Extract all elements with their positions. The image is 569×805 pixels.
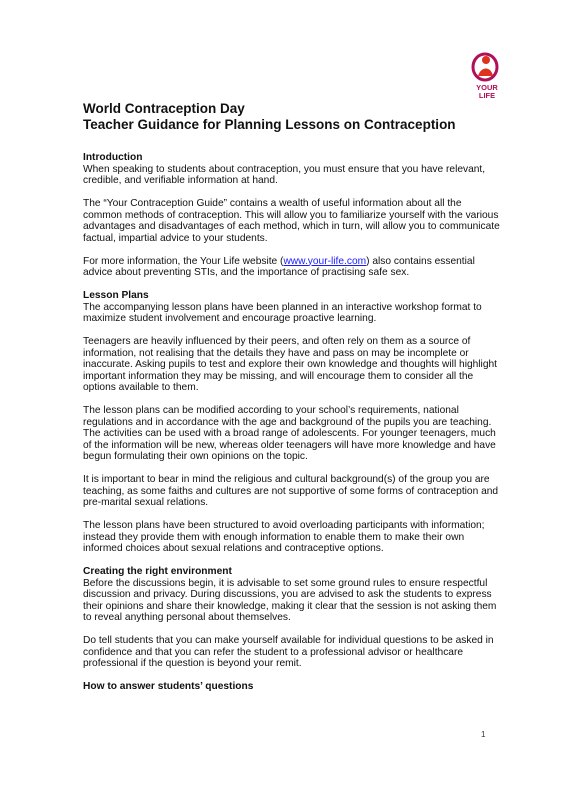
paragraph: Do tell students that you can make yourself available for individual questions to be asked in confidence and that you can refer the student to a professional advisor or healthcare professional if the question is beyond your remit. bbox=[83, 635, 494, 669]
your-life-logo-icon bbox=[465, 50, 505, 84]
title-line-1: World Contraception Day bbox=[83, 101, 245, 116]
section-heading-introduction: Introduction bbox=[83, 152, 143, 163]
section-heading-answering-questions: How to answer students’ questions bbox=[83, 681, 254, 692]
logo-wordmark: YOUR LIFE bbox=[476, 83, 498, 100]
paragraph: The accompanying lesson plans have been planned in an interactive workshop format to maximize student involvement and encourage proactive learning. bbox=[83, 301, 482, 324]
page-number: 1 bbox=[481, 730, 486, 739]
title-line-2: Teacher Guidance for Planning Lessons on Contraception bbox=[83, 117, 456, 132]
paragraph: It is important to bear in mind the religious and cultural background(s) of the group you are teaching, as some faiths and cultures are not supportive of some forms of contraception and pre-marital sexual relations. bbox=[83, 474, 499, 508]
your-life-website-link[interactable]: www.your-life.com bbox=[283, 255, 367, 267]
section-heading-lesson-plans: Lesson Plans bbox=[83, 290, 149, 301]
paragraph: The lesson plans can be modified according to your school’s requirements, national regulations and in accordance with the age and background of the pupils you are teaching. The activities can be used with a broad range of adolescents. For younger teenagers, much of the information will be new, whereas older teenagers will have more knowledge and have begun formulating their own opinions on the topic. bbox=[83, 405, 496, 462]
paragraph: The “Your Contraception Guide” contains a wealth of useful information about all the common methods of contraception. This will allow you to familiarize yourself with the various advantages and disadvantages of each method, which in turn, will allow you to communicate factual, impartial advice to your students. bbox=[83, 198, 500, 244]
paragraph-with-link: For more information, the Your Life website (www.your-life.com) also contains essential advice about preventing STIs, and the importance of practising safe sex. bbox=[83, 255, 475, 278]
document-body bbox=[83, 101, 503, 693]
paragraph: The lesson plans have been structured to avoid overloading participants with information; instead they provide them with enough information to enable them to make their own informed choices about sexual relations and contraceptive options. bbox=[83, 520, 485, 554]
paragraph: Teenagers are heavily influenced by their peers, and often rely on them as a source of information, not realising that the details they have and pass on may be incomplete or inaccurate. Asking pupils to test and explore their own knowledge and thoughts will highlight important information they may be missing, and will encourage them to consider all the options available to them. bbox=[83, 336, 497, 393]
paragraph: Before the discussions begin, it is advisable to set some ground rules to ensure respectful discussion and privacy. During discussions, you are advised to ask the students to express their opinions and share their knowledge, making it clear that the session is not asking them to reveal anything personal about themselves. bbox=[83, 577, 497, 623]
section-heading-environment: Creating the right environment bbox=[83, 566, 232, 577]
page-title bbox=[83, 101, 503, 133]
paragraph: When speaking to students about contraception, you must ensure that you have relevant, credible, and verifiable information at hand. bbox=[83, 163, 486, 186]
